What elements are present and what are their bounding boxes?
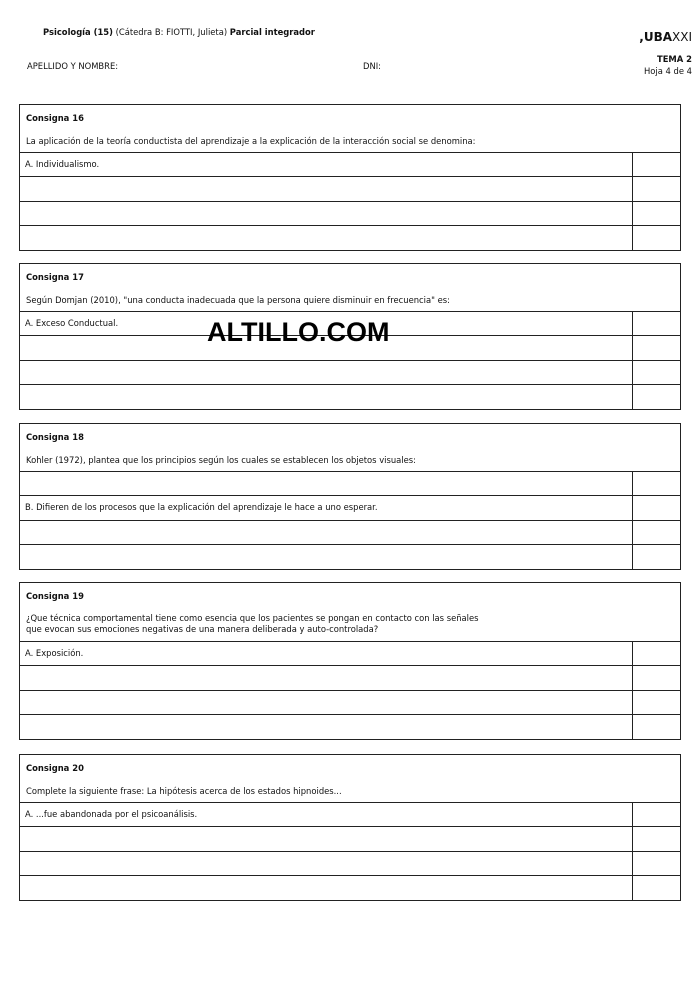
answer-checkbox-cell[interactable] [633, 642, 680, 666]
question-text: ¿Que técnica comportamental tiene como esencia que los pacientes se pongan en contacto con las señales que evocan sus emociones negativas de una manera deliberada y auto-controlada? [26, 613, 479, 634]
answer-option [20, 472, 633, 496]
question-title: Consigna 18 [26, 432, 84, 442]
answer-row [20, 665, 680, 690]
answer-checkbox-cell[interactable] [633, 385, 680, 409]
answer-option [20, 385, 633, 409]
exam-type: Parcial integrador [229, 27, 315, 37]
answer-row [20, 544, 680, 569]
answer-option [20, 827, 633, 851]
question-title: Consigna 16 [26, 113, 84, 123]
answer-row [20, 520, 680, 545]
watermark: ALTILLO.COM [207, 317, 390, 347]
answer-option [20, 876, 633, 900]
answer-row [20, 690, 680, 715]
answer-checkbox-cell[interactable] [633, 691, 680, 715]
answer-option [20, 202, 633, 226]
dni-label: DNI: [363, 61, 382, 71]
question-text: Complete la siguiente frase: La hipótesis acerca de los estados hipnoides... [26, 786, 342, 796]
answer-checkbox-cell[interactable] [633, 361, 680, 385]
answer-checkbox-cell[interactable] [633, 312, 680, 336]
answer-option [20, 715, 633, 739]
answer-option [20, 852, 633, 876]
answer-option [20, 691, 633, 715]
answer-checkbox-cell[interactable] [633, 202, 680, 226]
question-header [20, 424, 680, 471]
subject: Psicología (15) [43, 27, 113, 37]
answer-checkbox-cell[interactable] [633, 666, 680, 690]
answer-row [20, 641, 680, 666]
answer-row [20, 384, 680, 409]
question-header [20, 755, 680, 802]
answer-row [20, 201, 680, 226]
answer-option [20, 226, 633, 250]
answer-checkbox-cell[interactable] [633, 803, 680, 827]
answer-checkbox-cell[interactable] [633, 876, 680, 900]
question-box [19, 754, 681, 901]
answer-row [20, 714, 680, 739]
question-title: Consigna 17 [26, 272, 84, 282]
catedra: (Cátedra B: FIOTTI, Julieta) [115, 27, 228, 37]
question-box [19, 582, 681, 740]
answer-row [20, 826, 680, 851]
answer-option [20, 177, 633, 201]
answer-checkbox-cell[interactable] [633, 545, 680, 569]
answer-option: A. Exposición. [20, 642, 633, 666]
answer-option: A. Exceso Conductual. [20, 312, 633, 336]
question-box [19, 104, 681, 251]
answer-row [20, 471, 680, 496]
answer-row [20, 360, 680, 385]
answer-checkbox-cell[interactable] [633, 852, 680, 876]
answer-row [20, 875, 680, 900]
answer-row [20, 495, 680, 520]
answer-checkbox-cell[interactable] [633, 521, 680, 545]
question-title: Consigna 20 [26, 763, 84, 773]
answer-option [20, 361, 633, 385]
answer-checkbox-cell[interactable] [633, 336, 680, 360]
page-number: Hoja 4 de 4 [644, 66, 692, 76]
answer-option [20, 666, 633, 690]
exam-title [43, 27, 315, 37]
answer-option [20, 545, 633, 569]
answer-option: A. Individualismo. [20, 153, 633, 177]
answer-option: A. ...fue abandonada por el psicoanálisis. [20, 803, 633, 827]
answer-option [20, 521, 633, 545]
question-header [20, 264, 680, 311]
answer-checkbox-cell[interactable] [633, 472, 680, 496]
answer-row [20, 176, 680, 201]
answer-checkbox-cell[interactable] [633, 153, 680, 177]
answer-checkbox-cell[interactable] [633, 715, 680, 739]
name-label: APELLIDO Y NOMBRE: [27, 61, 119, 71]
uba-logo: ,UBAXXI [639, 30, 692, 44]
answer-checkbox-cell[interactable] [633, 177, 680, 201]
question-text: Según Domjan (2010), "una conducta inadecuada que la persona quiere disminuir en frecuencia" es: [26, 295, 450, 305]
answer-checkbox-cell[interactable] [633, 226, 680, 250]
question-text: La aplicación de la teoría conductista del aprendizaje a la explicación de la interacción social se denomina: [26, 136, 476, 146]
tema-label: TEMA 2 [657, 54, 692, 64]
answer-checkbox-cell[interactable] [633, 496, 680, 520]
question-box [19, 423, 681, 570]
answer-row [20, 851, 680, 876]
question-title: Consigna 19 [26, 591, 84, 601]
answer-row [20, 802, 680, 827]
answer-row [20, 152, 680, 177]
answer-row [20, 225, 680, 250]
question-text: Kohler (1972), plantea que los principios según los cuales se establecen los objetos visuales: [26, 455, 416, 465]
question-header [20, 105, 680, 152]
answer-checkbox-cell[interactable] [633, 827, 680, 851]
question-header [20, 583, 680, 641]
answer-option: B. Difieren de los procesos que la explicación del aprendizaje le hace a uno esperar. [20, 496, 633, 520]
